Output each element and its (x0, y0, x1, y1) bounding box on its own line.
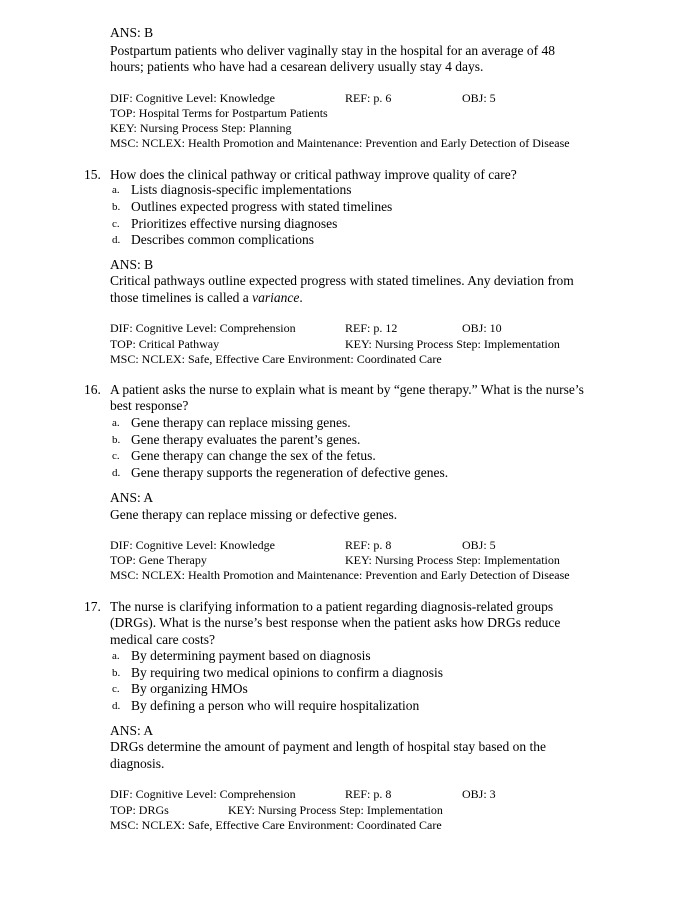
option-letter: c. (112, 683, 120, 695)
misc-category: MSC: NCLEX: Health Promotion and Maintenance: Prevention and Early Detection of Disease (110, 568, 570, 582)
option-text: Gene therapy can change the sex of the fetus. (131, 448, 376, 463)
option-text: Prioritizes effective nursing diagnoses (131, 216, 338, 231)
objective: OBJ: 3 (462, 787, 496, 801)
question-stem: (DRGs). What is the nurse’s best response when the patient asks how DRGs reduce (110, 615, 561, 630)
option-text: Lists diagnosis-specific implementations (131, 182, 352, 197)
reference: REF: p. 8 (345, 787, 392, 801)
misc-category: MSC: NCLEX: Safe, Effective Care Environment: Coordinated Care (110, 352, 442, 366)
option-text: Gene therapy evaluates the parent’s genes. (131, 432, 361, 447)
rationale-line: DRGs determine the amount of payment and length of hospital stay based on the (110, 739, 547, 754)
question-number: 16. (84, 382, 101, 397)
answer-key: ANS: B (110, 25, 154, 40)
keyword: KEY: Nursing Process Step: Implementation (345, 553, 560, 567)
rationale-line: diagnosis. (110, 756, 165, 771)
option-text: Gene therapy supports the regeneration of defective genes. (131, 465, 449, 480)
question-stem: medical care costs? (110, 632, 215, 647)
option-letter: b. (112, 201, 121, 213)
misc-category: MSC: NCLEX: Safe, Effective Care Environment: Coordinated Care (110, 818, 442, 832)
question-stem: A patient asks the nurse to explain what is meant by “gene therapy.” What is the nurse’s (110, 382, 584, 397)
question-stem: How does the clinical pathway or critical pathway improve quality of care? (110, 167, 517, 182)
question-stem: The nurse is clarifying information to a patient regarding diagnosis-related groups (110, 599, 554, 614)
option-letter: d. (112, 467, 121, 479)
reference: REF: p. 6 (345, 91, 392, 105)
option-letter: a. (112, 650, 120, 662)
topic: TOP: Hospital Terms for Postpartum Patients (110, 106, 328, 120)
misc-category: MSC: NCLEX: Health Promotion and Maintenance: Prevention and Early Detection of Disease (110, 136, 570, 150)
keyword: KEY: Nursing Process Step: Implementation (345, 337, 560, 351)
difficulty: DIF: Cognitive Level: Knowledge (110, 91, 275, 105)
rationale-line: Postpartum patients who deliver vaginally stay in the hospital for an average of 48 (110, 43, 556, 58)
option-letter: d. (112, 700, 121, 712)
reference: REF: p. 8 (345, 538, 392, 552)
option-letter: a. (112, 184, 120, 196)
keyword: KEY: Nursing Process Step: Planning (110, 121, 292, 135)
question-number: 15. (84, 167, 101, 182)
keyword: KEY: Nursing Process Step: Implementation (228, 803, 443, 817)
option-text: Describes common complications (131, 232, 314, 247)
option-text: By determining payment based on diagnosis (131, 648, 371, 663)
option-letter: a. (112, 417, 120, 429)
option-letter: d. (112, 234, 121, 246)
option-letter: b. (112, 434, 121, 446)
rationale-line: Critical pathways outline expected progress with stated timelines. Any deviation from (110, 273, 574, 288)
topic: TOP: DRGs (110, 803, 169, 817)
answer-key: ANS: B (110, 257, 154, 272)
question-number: 17. (84, 599, 101, 614)
difficulty: DIF: Cognitive Level: Comprehension (110, 321, 296, 335)
answer-key: ANS: A (110, 490, 154, 505)
rationale-line: Gene therapy can replace missing or defective genes. (110, 507, 398, 522)
option-letter: b. (112, 667, 121, 679)
objective: OBJ: 10 (462, 321, 502, 335)
difficulty: DIF: Cognitive Level: Knowledge (110, 538, 275, 552)
rationale-line: those timelines is called a variance. (110, 290, 303, 305)
option-text: Outlines expected progress with stated timelines (131, 199, 393, 214)
reference: REF: p. 12 (345, 321, 398, 335)
option-letter: c. (112, 450, 120, 462)
option-letter: c. (112, 218, 120, 230)
option-text: By requiring two medical opinions to confirm a diagnosis (131, 665, 443, 680)
topic: TOP: Critical Pathway (110, 337, 220, 351)
option-text: Gene therapy can replace missing genes. (131, 415, 351, 430)
italic-term: variance (252, 290, 300, 305)
objective: OBJ: 5 (462, 538, 496, 552)
answer-key: ANS: A (110, 723, 154, 738)
difficulty: DIF: Cognitive Level: Comprehension (110, 787, 296, 801)
topic: TOP: Gene Therapy (110, 553, 207, 567)
option-text: By defining a person who will require hospitalization (131, 698, 420, 713)
question-stem: best response? (110, 398, 189, 413)
objective: OBJ: 5 (462, 91, 496, 105)
option-text: By organizing HMOs (131, 681, 248, 696)
rationale-line: hours; patients who have had a cesarean delivery usually stay 4 days. (110, 59, 484, 74)
